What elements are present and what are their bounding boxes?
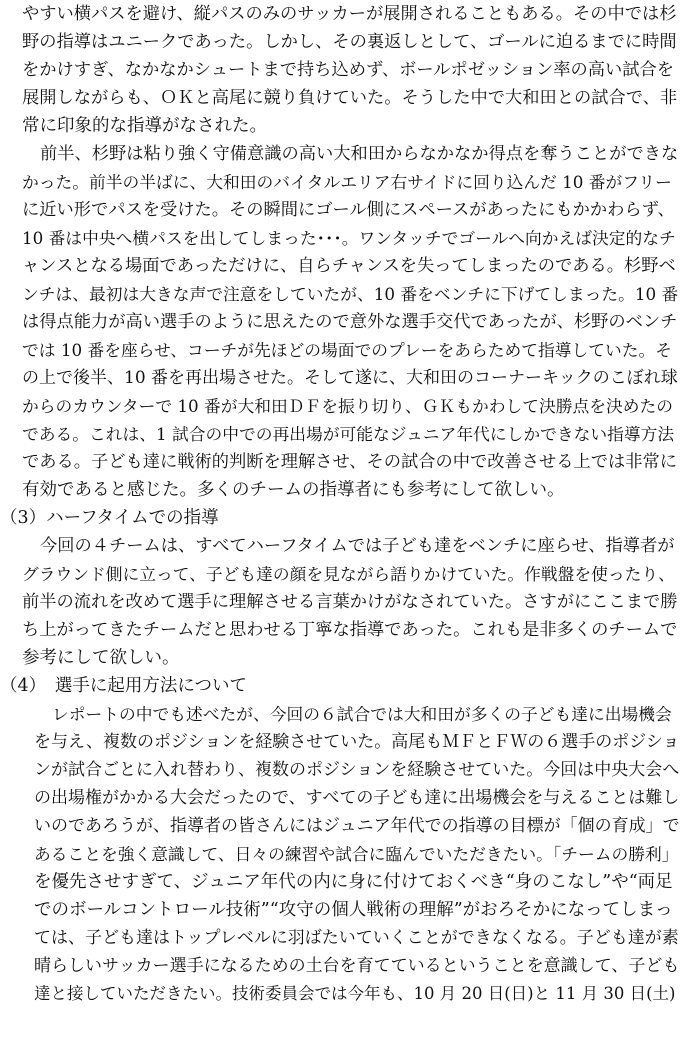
paragraph-2-line-2: かった。前半の半ばに、大和田のバイタルエリア右サイドに回り込んだ 10 番がフリー (22, 172, 672, 192)
paragraph-3-line-1: 今回の４チームは、すべてハーフタイムでは子ども達をベンチに座らせ、指導者が (40, 536, 675, 556)
paragraph-4-line-6: あることを強く意識して、日々の練習や試合に臨んでいただきたい。「チームの勝利」 (34, 844, 679, 864)
paragraph-3-line-2: グラウンド側に立って、子ども達の顔を見ながら語りかけていた。作戦盤を使ったり、 (22, 564, 675, 584)
paragraph-3-line-3: 前半の流れを改めて選手に理解させる言葉かけがなされていた。さすがにここまで勝 (22, 592, 678, 612)
paragraph-1-line-4: 展開しながらも、ＯＫと高尾に競り負けていた。そうした中で大和田との試合で、非 (22, 88, 678, 108)
paragraph-2-line-9: の上で後半、10 番を再出場させた。そして遂に、大和田のコーナーキックのこぼれ球 (22, 368, 678, 388)
paragraph-1-line-3: をかけすぎ、なかなかシュートまで持ち込めず、ボールポゼッション率の高い試合を (22, 60, 675, 80)
paragraph-2-line-11: である。これは、1 試合の中での再出場が可能なジュニア年代にしかできない指導方法 (22, 424, 675, 444)
paragraph-2-line-3: に近い形でパスを受けた。その瞬間にゴール側にスペースがあったにもかかわらず、 (22, 200, 675, 220)
paragraph-4-line-11: 達と接していただきたい。技術委員会では今年も、10 月 20 日(日)と 11 月 30 日(土) (34, 984, 676, 1003)
paragraph-4-line-1: レポートの中でも述べたが、今回の６試合では大和田が多くの子ども達に出場機会 (52, 704, 672, 724)
paragraph-4-line-10: 晴らしいサッカー選手になるための土台を育てているということを意識して、子ども (34, 956, 680, 976)
paragraph-4-line-7: を優先させすぎて、ジュニア年代の内に身に付けておくべき“身のこなし”や“両足 (34, 872, 673, 892)
paragraph-2-line-7: は得点能力が高い選手のように思えたので意外な選手交代であったが、杉野のベンチ (22, 312, 678, 332)
paragraph-1-line-5: 常に印象的な指導がなされた。 (22, 116, 267, 136)
paragraph-2-line-12: である。子ども達に戦術的判断を理解させ、その試合の中で改善させる上では非常に (22, 452, 677, 472)
paragraph-4-line-8: でのボールコントロール技術”“攻守の個人戦術の理解”がおろそかになってしまっ (34, 900, 673, 920)
paragraph-3-line-5: 参考にして欲しい。 (22, 648, 180, 668)
section-heading-3: （3）ハーフタイムでの指導 (0, 508, 219, 528)
paragraph-1-line-1: やすい横パスを避け、縦パスのみのサッカーが展開されることもある。その中では杉 (22, 4, 677, 24)
paragraph-2-line-10: からのカウンターで 10 番が大和田ＤＦを振り切り、ＧＫもかわして決勝点を決めたの (22, 396, 674, 416)
section-heading-4: （4） 選手に起用方法について (0, 676, 248, 696)
paragraph-2-line-1: 前半、杉野は粘り強く守備意識の高い大和田からなかなか得点を奪うことができな (40, 144, 679, 164)
paragraph-4-line-4: の出場権がかかる大会だったので、すべての子ども達に出場機会を与えることは難し (34, 788, 680, 808)
paragraph-4-line-9: ては、子ども達はトップレベルに羽ばたいていくことができなくなる。子ども達が素 (34, 928, 679, 948)
paragraph-3-line-4: ち上がってきたチームだと思わせる丁寧な指導であった。これも是非多くのチームで (22, 620, 678, 640)
paragraph-4-line-2: を与え、複数のポジションを経験させていた。高尾もＭＦとＦＷの６選手のポジショ (34, 732, 680, 752)
paragraph-2-line-6: ンチは、最初は大きな声で注意をしていたが、10 番をベンチに下げてしまった。10 番 (22, 284, 679, 304)
paragraph-4-line-5: いのであろうが、指導者の皆さんにはジュニア年代での指導の目標が「個の育成」で (34, 816, 680, 836)
paragraph-2-line-8: では 10 番を座らせ、コーチが先ほどの場面でのプレーをあらためて指導していた。そ (22, 340, 673, 360)
paragraph-1-line-2: 野の指導はユニークであった。しかし、その裏返しとして、ゴールに迫るまでに時間 (22, 32, 677, 52)
paragraph-2-line-13: 有効であると感じた。多くのチームの指導者にも参考にして欲しい。 (22, 480, 565, 500)
paragraph-2-line-4: 10 番は中央へ横パスを出してしまった･･･。ワンタッチでゴールへ向かえば決定的なチ (22, 228, 676, 248)
paragraph-4-line-3: ンが試合ごとに入れ替わり、複数のポジションを経験させていた。今回は中央大会へ (34, 760, 680, 780)
paragraph-2-line-5: ャンスとなる場面であっただけに、自らチャンスを失ってしまったのである。杉野ベ (22, 256, 676, 276)
